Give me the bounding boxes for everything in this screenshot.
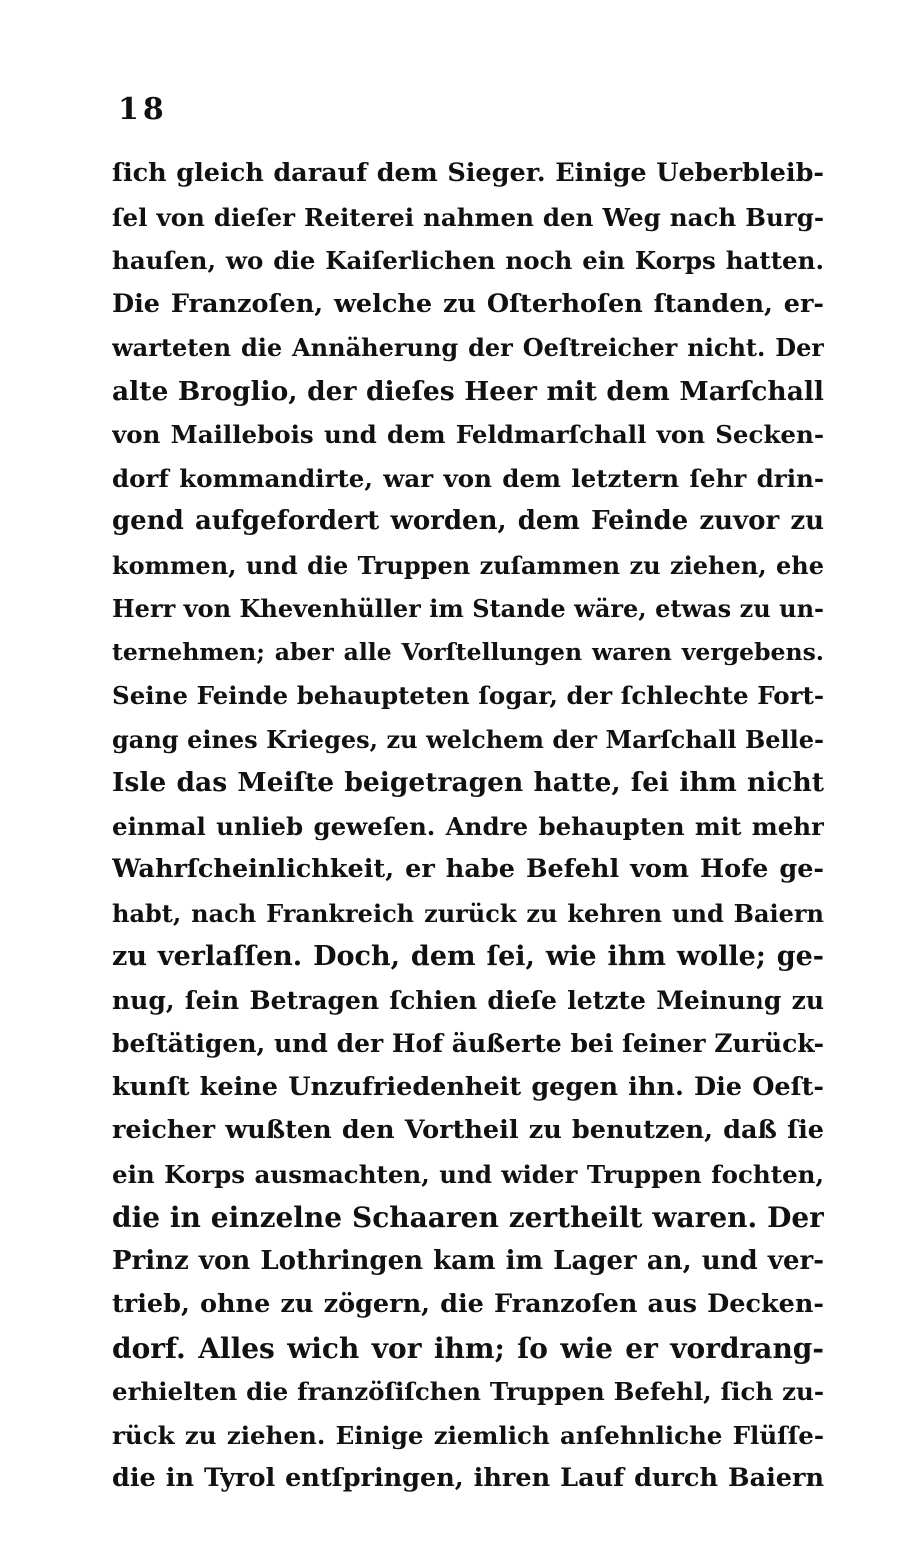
text-line: Die Franzoſen, welche zu Oſterhoſen ſtanden, er- [112,288,824,319]
text-line: gend aufgefordert worden, dem Feinde zuvor zu [112,506,824,536]
text-line: rück zu ziehen. Einige ziemlich anſehnliche Flüſſe- [112,1420,824,1450]
text-line: ein Korps ausmachten, und wider Truppen fochten, [112,1159,824,1189]
text-line: erhielten die franzöſiſchen Truppen Befehl, ſich zu- [112,1377,824,1406]
text-line: die in einzelne Schaaren zertheilt waren. Der [112,1201,824,1234]
text-line: habt, nach Frankreich zurück zu kehren und Baiern [112,898,824,928]
text-line: einmal unlieb geweſen. Andre behaupten mit mehr [112,811,824,841]
text-line: Isle das Meiſte beigetragen hatte, ſei ihm nicht [112,767,824,798]
text-line: Seine Feinde behaupteten ſogar, der ſchlechte Fort- [112,681,824,710]
text-line: ſel von dieſer Reiterei nahmen den Weg nach Burg- [112,202,824,232]
text-line: Prinz von Lothringen kam im Lager an, und ver- [112,1245,824,1276]
text-line: die in Tyrol entſpringen, ihren Lauf durch Baiern [112,1463,824,1493]
text-line: nug, ſein Betragen ſchien dieſe letzte Meinung zu [112,985,824,1015]
text-line: kunſt keine Unzufriedenheit gegen ihn. Die Oeſt- [112,1071,824,1102]
text-line: kommen, und die Truppen zuſammen zu ziehen, ehe [112,550,824,580]
text-line: warteten die Annäherung der Oeſtreicher nicht. Der [112,333,824,362]
text-line: ſich gleich darauf dem Sieger. Einige Ueberbleib- [112,158,824,188]
text-line: ternehmen; aber alle Vorſtellungen waren vergebens. [112,637,824,666]
text-line: beſtätigen, und der Hof äußerte bei ſeiner Zurück- [112,1029,824,1058]
text-line: trieb, ohne zu zögern, die Franzoſen aus Decken- [112,1289,824,1319]
text-line: reicher wußten den Vortheil zu benutzen, daß ſie [112,1115,824,1145]
text-line: Wahrſcheinlichkeit, er habe Befehl vom Hofe ge- [112,854,824,884]
text-line: dorf. Alles wich vor ihm; ſo wie er vordrang- [112,1331,824,1365]
text-line: zu verlaſſen. Doch, dem ſei, wie ihm wolle; ge- [112,941,824,972]
body-text [112,152,824,1501]
text-line: von Maillebois und dem Feldmarſchall von Secken- [112,420,824,449]
text-line: dorf kommandirte, war von dem letztern ſehr drin- [112,463,824,493]
text-line: hauſen, wo die Kaiſerlichen noch ein Korps hatten. [112,246,824,275]
text-line: gang eines Krieges, zu welchem der Marſchall Belle- [112,724,824,754]
page-number: 18 [118,92,168,127]
text-line: Herr von Khevenhüller im Stande wäre, etwas zu un- [112,594,824,623]
text-line: alte Broglio, der dieſes Heer mit dem Marſchall [112,375,824,407]
